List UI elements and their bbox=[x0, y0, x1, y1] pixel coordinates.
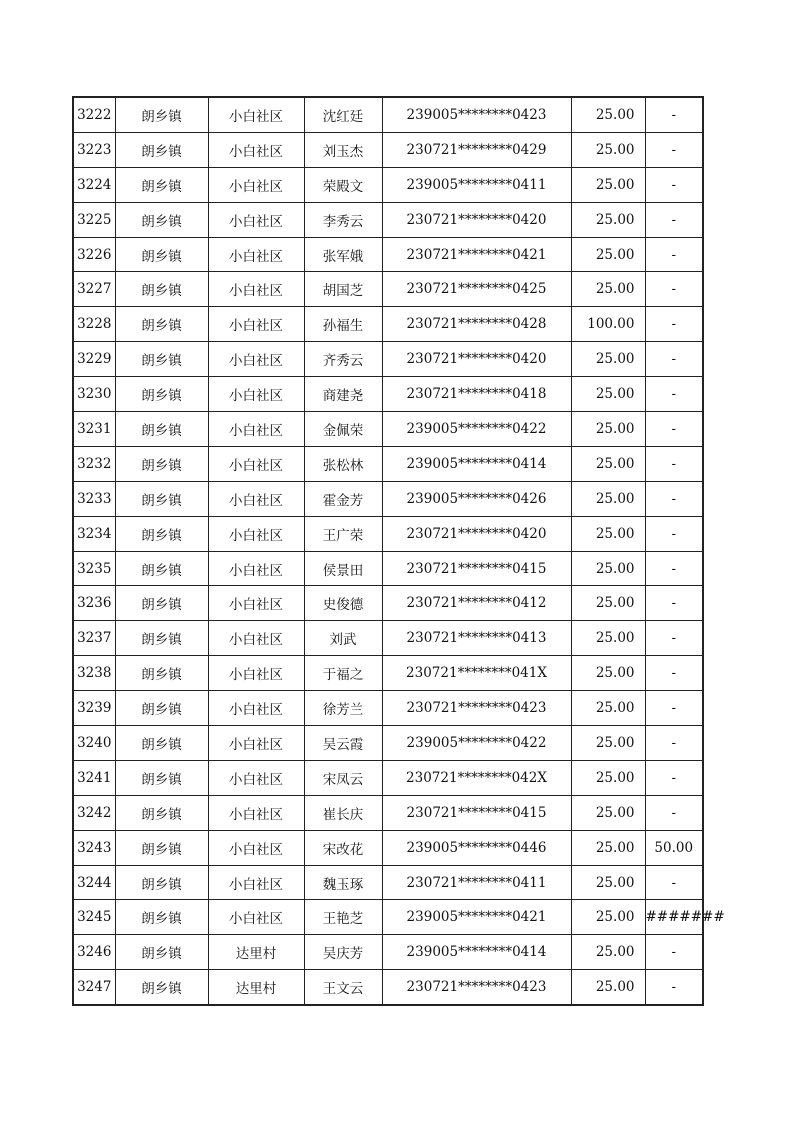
id-number-cell: 230721********0421 bbox=[382, 237, 571, 272]
row-number-cell: 3228 bbox=[73, 307, 115, 342]
community-cell: 小白社区 bbox=[208, 481, 304, 516]
amount-cell: 25.00 bbox=[571, 377, 645, 412]
extra-amount-cell: 50.00 bbox=[645, 830, 703, 865]
person-name-cell: 金佩荣 bbox=[304, 412, 382, 447]
community-cell: 小白社区 bbox=[208, 516, 304, 551]
person-name-cell: 刘玉杰 bbox=[304, 132, 382, 167]
row-number-cell: 3235 bbox=[73, 551, 115, 586]
id-number-cell: 230721********0411 bbox=[382, 865, 571, 900]
person-name-cell: 霍金芳 bbox=[304, 481, 382, 516]
town-cell: 朗乡镇 bbox=[115, 516, 208, 551]
id-number-cell: 239005********0446 bbox=[382, 830, 571, 865]
id-number-cell: 230721********0423 bbox=[382, 970, 571, 1005]
person-name-cell: 史俊德 bbox=[304, 586, 382, 621]
id-number-cell: 239005********0423 bbox=[382, 97, 571, 132]
row-number-cell: 3233 bbox=[73, 481, 115, 516]
amount-cell: 25.00 bbox=[571, 830, 645, 865]
row-number-cell: 3227 bbox=[73, 272, 115, 307]
extra-amount-cell: - bbox=[645, 621, 703, 656]
table-row bbox=[73, 865, 703, 900]
row-number-cell: 3230 bbox=[73, 377, 115, 412]
id-number-cell: 230721********0418 bbox=[382, 377, 571, 412]
community-cell: 小白社区 bbox=[208, 342, 304, 377]
community-cell: 小白社区 bbox=[208, 202, 304, 237]
extra-amount-cell: - bbox=[645, 795, 703, 830]
amount-cell: 25.00 bbox=[571, 342, 645, 377]
person-name-cell: 吴庆芳 bbox=[304, 935, 382, 970]
row-number-cell: 3232 bbox=[73, 446, 115, 481]
extra-amount-cell: - bbox=[645, 481, 703, 516]
id-number-cell: 239005********0421 bbox=[382, 900, 571, 935]
table-row bbox=[73, 656, 703, 691]
amount-cell: 25.00 bbox=[571, 935, 645, 970]
town-cell: 朗乡镇 bbox=[115, 795, 208, 830]
town-cell: 朗乡镇 bbox=[115, 656, 208, 691]
town-cell: 朗乡镇 bbox=[115, 272, 208, 307]
person-name-cell: 宋凤云 bbox=[304, 760, 382, 795]
extra-amount-cell: - bbox=[645, 691, 703, 726]
id-number-cell: 239005********0426 bbox=[382, 481, 571, 516]
community-cell: 小白社区 bbox=[208, 167, 304, 202]
row-number-cell: 3231 bbox=[73, 412, 115, 447]
table-row bbox=[73, 830, 703, 865]
id-number-cell: 230721********0415 bbox=[382, 795, 571, 830]
amount-cell: 25.00 bbox=[571, 795, 645, 830]
person-name-cell: 宋改花 bbox=[304, 830, 382, 865]
community-cell: 小白社区 bbox=[208, 865, 304, 900]
extra-amount-cell: - bbox=[645, 132, 703, 167]
community-cell: 小白社区 bbox=[208, 272, 304, 307]
town-cell: 朗乡镇 bbox=[115, 551, 208, 586]
amount-cell: 25.00 bbox=[571, 726, 645, 761]
community-cell: 小白社区 bbox=[208, 726, 304, 761]
town-cell: 朗乡镇 bbox=[115, 900, 208, 935]
id-number-cell: 230721********0420 bbox=[382, 342, 571, 377]
row-number-cell: 3238 bbox=[73, 656, 115, 691]
community-cell: 小白社区 bbox=[208, 795, 304, 830]
amount-cell: 25.00 bbox=[571, 446, 645, 481]
town-cell: 朗乡镇 bbox=[115, 935, 208, 970]
extra-amount-cell: - bbox=[645, 760, 703, 795]
community-cell: 小白社区 bbox=[208, 412, 304, 447]
table-row bbox=[73, 935, 703, 970]
row-number-cell: 3237 bbox=[73, 621, 115, 656]
table-row bbox=[73, 272, 703, 307]
community-cell: 小白社区 bbox=[208, 691, 304, 726]
amount-cell: 25.00 bbox=[571, 412, 645, 447]
id-number-cell: 230721********0420 bbox=[382, 516, 571, 551]
row-number-cell: 3226 bbox=[73, 237, 115, 272]
id-number-cell: 230721********0415 bbox=[382, 551, 571, 586]
row-number-cell: 3240 bbox=[73, 726, 115, 761]
amount-cell: 25.00 bbox=[571, 237, 645, 272]
town-cell: 朗乡镇 bbox=[115, 970, 208, 1005]
person-name-cell: 沈红廷 bbox=[304, 97, 382, 132]
extra-amount-cell: - bbox=[645, 377, 703, 412]
amount-cell: 25.00 bbox=[571, 132, 645, 167]
table-row bbox=[73, 481, 703, 516]
community-cell: 小白社区 bbox=[208, 656, 304, 691]
town-cell: 朗乡镇 bbox=[115, 865, 208, 900]
town-cell: 朗乡镇 bbox=[115, 481, 208, 516]
table-row bbox=[73, 97, 703, 132]
table-row bbox=[73, 900, 703, 935]
amount-cell: 25.00 bbox=[571, 656, 645, 691]
amount-cell: 25.00 bbox=[571, 865, 645, 900]
extra-amount-cell: - bbox=[645, 237, 703, 272]
town-cell: 朗乡镇 bbox=[115, 412, 208, 447]
community-cell: 小白社区 bbox=[208, 621, 304, 656]
town-cell: 朗乡镇 bbox=[115, 132, 208, 167]
amount-cell: 25.00 bbox=[571, 202, 645, 237]
town-cell: 朗乡镇 bbox=[115, 760, 208, 795]
person-name-cell: 刘武 bbox=[304, 621, 382, 656]
community-cell: 达里村 bbox=[208, 970, 304, 1005]
person-name-cell: 荣殿文 bbox=[304, 167, 382, 202]
person-name-cell: 王艳芝 bbox=[304, 900, 382, 935]
amount-cell: 25.00 bbox=[571, 516, 645, 551]
table-row bbox=[73, 307, 703, 342]
id-number-cell: 230721********0412 bbox=[382, 586, 571, 621]
row-number-cell: 3236 bbox=[73, 586, 115, 621]
table-row bbox=[73, 237, 703, 272]
person-name-cell: 王广荣 bbox=[304, 516, 382, 551]
extra-amount-cell: - bbox=[645, 586, 703, 621]
amount-cell: 25.00 bbox=[571, 900, 645, 935]
table-body bbox=[73, 97, 725, 1005]
table-row bbox=[73, 202, 703, 237]
id-number-cell: 230721********0429 bbox=[382, 132, 571, 167]
town-cell: 朗乡镇 bbox=[115, 830, 208, 865]
extra-amount-cell: - bbox=[645, 446, 703, 481]
extra-amount-cell: - bbox=[645, 202, 703, 237]
id-number-cell: 230721********041X bbox=[382, 656, 571, 691]
person-name-cell: 徐芳兰 bbox=[304, 691, 382, 726]
amount-cell: 100.00 bbox=[571, 307, 645, 342]
table-row bbox=[73, 516, 703, 551]
person-name-cell: 吴云霞 bbox=[304, 726, 382, 761]
id-number-cell: 239005********0414 bbox=[382, 446, 571, 481]
extra-amount-cell: - bbox=[645, 656, 703, 691]
row-number-cell: 3244 bbox=[73, 865, 115, 900]
table-row bbox=[73, 691, 703, 726]
person-name-cell: 侯景田 bbox=[304, 551, 382, 586]
community-cell: 小白社区 bbox=[208, 237, 304, 272]
id-number-cell: 239005********0411 bbox=[382, 167, 571, 202]
community-cell: 小白社区 bbox=[208, 760, 304, 795]
community-cell: 达里村 bbox=[208, 935, 304, 970]
amount-cell: 25.00 bbox=[571, 970, 645, 1005]
person-name-cell: 齐秀云 bbox=[304, 342, 382, 377]
person-name-cell: 魏玉琢 bbox=[304, 865, 382, 900]
table-row bbox=[73, 760, 703, 795]
town-cell: 朗乡镇 bbox=[115, 377, 208, 412]
town-cell: 朗乡镇 bbox=[115, 97, 208, 132]
row-number-cell: 3242 bbox=[73, 795, 115, 830]
person-name-cell: 王文云 bbox=[304, 970, 382, 1005]
person-name-cell: 崔长庆 bbox=[304, 795, 382, 830]
table-row bbox=[73, 551, 703, 586]
amount-cell: 25.00 bbox=[571, 551, 645, 586]
row-number-cell: 3223 bbox=[73, 132, 115, 167]
id-number-cell: 230721********0423 bbox=[382, 691, 571, 726]
person-name-cell: 李秀云 bbox=[304, 202, 382, 237]
community-cell: 小白社区 bbox=[208, 551, 304, 586]
extra-amount-cell: - bbox=[645, 272, 703, 307]
amount-cell: 25.00 bbox=[571, 97, 645, 132]
id-number-cell: 239005********0422 bbox=[382, 412, 571, 447]
community-cell: 小白社区 bbox=[208, 377, 304, 412]
row-number-cell: 3247 bbox=[73, 970, 115, 1005]
table-row bbox=[73, 586, 703, 621]
person-name-cell: 商建尧 bbox=[304, 377, 382, 412]
town-cell: 朗乡镇 bbox=[115, 237, 208, 272]
extra-amount-cell: - bbox=[645, 726, 703, 761]
table-row bbox=[73, 132, 703, 167]
id-number-cell: 230721********042X bbox=[382, 760, 571, 795]
table-row bbox=[73, 412, 703, 447]
id-number-cell: 230721********0413 bbox=[382, 621, 571, 656]
town-cell: 朗乡镇 bbox=[115, 167, 208, 202]
table-row bbox=[73, 795, 703, 830]
row-number-cell: 3222 bbox=[73, 97, 115, 132]
table-row bbox=[73, 342, 703, 377]
town-cell: 朗乡镇 bbox=[115, 621, 208, 656]
data-table bbox=[72, 96, 725, 1006]
extra-amount-cell: - bbox=[645, 97, 703, 132]
community-cell: 小白社区 bbox=[208, 307, 304, 342]
town-cell: 朗乡镇 bbox=[115, 691, 208, 726]
amount-cell: 25.00 bbox=[571, 167, 645, 202]
extra-amount-cell: - bbox=[645, 970, 703, 1005]
person-name-cell: 于福之 bbox=[304, 656, 382, 691]
id-number-cell: 239005********0422 bbox=[382, 726, 571, 761]
amount-cell: 25.00 bbox=[571, 481, 645, 516]
town-cell: 朗乡镇 bbox=[115, 307, 208, 342]
amount-cell: 25.00 bbox=[571, 691, 645, 726]
row-number-cell: 3234 bbox=[73, 516, 115, 551]
town-cell: 朗乡镇 bbox=[115, 202, 208, 237]
extra-amount-cell: - bbox=[645, 307, 703, 342]
row-number-cell: 3245 bbox=[73, 900, 115, 935]
person-name-cell: 孙福生 bbox=[304, 307, 382, 342]
person-name-cell: 张松林 bbox=[304, 446, 382, 481]
row-number-cell: 3239 bbox=[73, 691, 115, 726]
community-cell: 小白社区 bbox=[208, 830, 304, 865]
community-cell: 小白社区 bbox=[208, 586, 304, 621]
amount-cell: 25.00 bbox=[571, 272, 645, 307]
extra-amount-cell: - bbox=[645, 551, 703, 586]
extra-amount-cell: - bbox=[645, 865, 703, 900]
town-cell: 朗乡镇 bbox=[115, 726, 208, 761]
id-number-cell: 239005********0414 bbox=[382, 935, 571, 970]
id-number-cell: 230721********0420 bbox=[382, 202, 571, 237]
town-cell: 朗乡镇 bbox=[115, 342, 208, 377]
extra-amount-cell: - bbox=[645, 412, 703, 447]
table-row bbox=[73, 446, 703, 481]
table-row bbox=[73, 167, 703, 202]
town-cell: 朗乡镇 bbox=[115, 446, 208, 481]
community-cell: 小白社区 bbox=[208, 446, 304, 481]
row-number-cell: 3246 bbox=[73, 935, 115, 970]
extra-amount-cell: ####### bbox=[645, 900, 703, 935]
person-name-cell: 张军娥 bbox=[304, 237, 382, 272]
id-number-cell: 230721********0428 bbox=[382, 307, 571, 342]
row-number-cell: 3224 bbox=[73, 167, 115, 202]
table-row bbox=[73, 621, 703, 656]
community-cell: 小白社区 bbox=[208, 132, 304, 167]
extra-amount-cell: - bbox=[645, 516, 703, 551]
row-number-cell: 3243 bbox=[73, 830, 115, 865]
row-number-cell: 3225 bbox=[73, 202, 115, 237]
id-number-cell: 230721********0425 bbox=[382, 272, 571, 307]
extra-amount-cell: - bbox=[645, 167, 703, 202]
amount-cell: 25.00 bbox=[571, 586, 645, 621]
person-name-cell: 胡国芝 bbox=[304, 272, 382, 307]
extra-amount-cell: - bbox=[645, 935, 703, 970]
table-row bbox=[73, 377, 703, 412]
town-cell: 朗乡镇 bbox=[115, 586, 208, 621]
extra-amount-cell: - bbox=[645, 342, 703, 377]
table-row bbox=[73, 970, 703, 1005]
amount-cell: 25.00 bbox=[571, 621, 645, 656]
community-cell: 小白社区 bbox=[208, 97, 304, 132]
amount-cell: 25.00 bbox=[571, 760, 645, 795]
community-cell: 小白社区 bbox=[208, 900, 304, 935]
row-number-cell: 3241 bbox=[73, 760, 115, 795]
table-row bbox=[73, 726, 703, 761]
row-number-cell: 3229 bbox=[73, 342, 115, 377]
